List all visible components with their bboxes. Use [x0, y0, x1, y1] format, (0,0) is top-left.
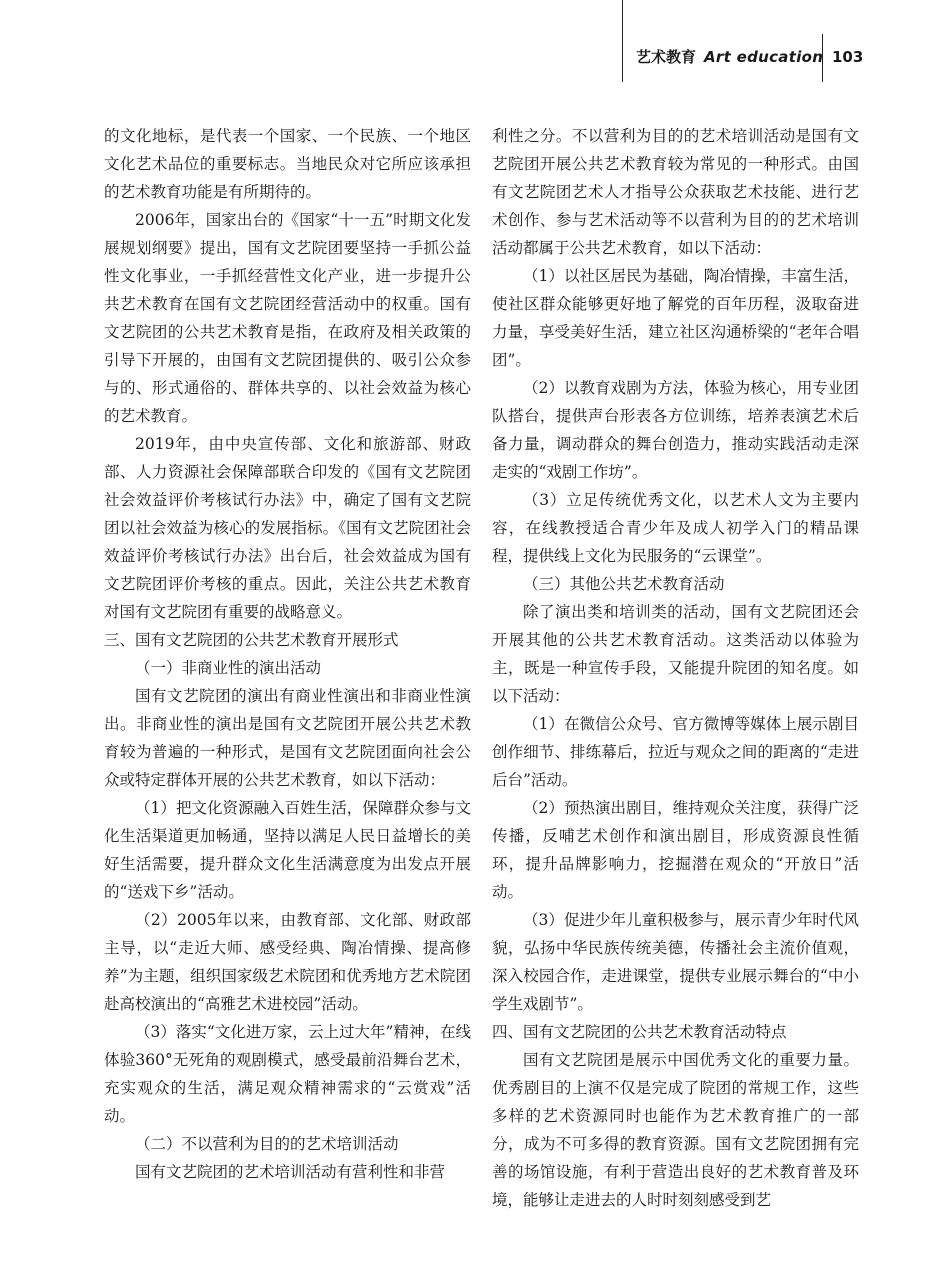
header-divider-left	[622, 0, 623, 82]
journal-title-cn: 艺术教育	[636, 48, 697, 66]
paragraph: （3）促进少年儿童积极参与，展示青少年时代风貌，弘扬中华民族传统美德，传播社会主流价值观，深入校园合作，走进课堂，提供专业展示舞台的“中小学生戏剧节”。	[492, 911, 859, 1013]
subsection-heading: （三）其他公共艺术教育活动	[523, 575, 725, 593]
paragraph-continued: 的文化地标，是代表一个国家、一个民族、一个地区文化艺术品位的重要标志。当地民众对它所应该承担的艺术教育功能是有所期待的。	[104, 127, 471, 201]
paragraph: （2）2005年以来，由教育部、文化部、财政部主导，以“走近大师、感受经典、陶冶情操、提高修养”为主题，组织国家级艺术院团和优秀地方艺术院团赴高校演出的“高雅艺术进校园”活动。	[104, 911, 471, 1013]
paragraph: 2006年，国家出台的《国家“十一五”时期文化发展规划纲要》提出，国有文艺院团要坚持一手抓公益性文化事业，一手抓经营性文化产业，进一步提升公共艺术教育在国有文艺院团经营活动中的权重。国有文艺院团的公共艺术教育是指，在政府及相关政策的引导下开展的，由国有文艺院团提供的、吸引公众参与的、形式通俗的、群体共享的、以社会效益为核心的艺术教育。	[104, 211, 471, 425]
journal-title-en: Art education	[704, 48, 824, 66]
paragraph: （1）在微信公众号、官方微博等媒体上展示剧目创作细节、排练幕后，拉近与观众之间的距离的“走进后台”活动。	[492, 715, 859, 789]
paragraph: 国有文艺院团是展示中国优秀文化的重要力量。优秀剧目的上演不仅是完成了院团的常规工作，这些多样的艺术资源同时也能作为艺术教育推广的一部分，成为不可多得的教育资源。国有文艺院团拥有完善的场馆设施，有利于营造出良好的艺术教育普及环境，能够让走进去的人时时刻刻感受到艺	[492, 1051, 859, 1209]
paragraph: （3）落实“文化进万家，云上过大年”精神，在线体验360°无死角的观剧模式，感受最前沿舞台艺术，充实观众的生活，满足观众精神需求的“云赏戏”活动。	[104, 1023, 471, 1125]
paragraph: （1）把文化资源融入百姓生活，保障群众参与文化生活渠道更加畅通，坚持以满足人民日益增长的美好生活需要，提升群众文化生活满意度为出发点开展的“送戏下乡”活动。	[104, 799, 471, 901]
paragraph: 国有文艺院团的艺术培训活动有营利性和非营	[135, 1163, 446, 1181]
paragraph: （2）以教育戏剧为方法，体验为核心，用专业团队搭台，提供声台形表各方位训练，培养表演艺术后备力量，调动群众的舞台创造力，推动实践活动走深走实的“戏剧工作坊”。	[492, 379, 859, 481]
paragraph: （1）以社区居民为基础，陶冶情操，丰富生活，使社区群众能够更好地了解党的百年历程，汲取奋进力量，享受美好生活，建立社区沟通桥梁的“老年合唱团”。	[492, 267, 859, 369]
page-number: 103	[832, 48, 864, 66]
paragraph-continued: 利性之分。不以营利为目的的艺术培训活动是国有文艺院团开展公共艺术教育较为常见的一种形式。由国有文艺院团艺术人才指导公众获取艺术技能、进行艺术创作、参与艺术活动等不以营利为目的的艺术培训活动都属于公共艺术教育，如以下活动：	[492, 127, 859, 257]
paragraph: （2）预热演出剧目，维持观众关注度，获得广泛传播，反哺艺术创作和演出剧目，形成资源良性循环，提升品牌影响力，挖掘潜在观众的“开放日”活动。	[492, 799, 859, 901]
left-column	[104, 122, 471, 1186]
section-heading: 三、国有文艺院团的公共艺术教育开展形式	[104, 631, 399, 649]
paragraph: （3）立足传统优秀文化，以艺术人文为主要内容，在线教授适合青少年及成人初学入门的精品课程，提供线上文化为民服务的“云课堂”。	[492, 491, 859, 565]
paragraph: 2019年，由中央宣传部、文化和旅游部、财政部、人力资源社会保障部联合印发的《国有文艺院团社会效益评价考核试行办法》中，确定了国有文艺院团以社会效益为核心的发展指标。《国有文艺院团社会效益评价考核试行办法》出台后，社会效益成为国有文艺院团评价考核的重点。因此，关注公共艺术教育对国有文艺院团有重要的战略意义。	[104, 435, 471, 621]
section-heading: 四、国有文艺院团的公共艺术教育活动特点	[492, 1023, 787, 1041]
subsection-heading: （二）不以营利为目的的艺术培训活动	[135, 1135, 399, 1153]
paragraph: 国有文艺院团的演出有商业性演出和非商业性演出。非商业性的演出是国有文艺院团开展公共艺术教育较为普遍的一种形式，是国有文艺院团面向社会公众或特定群体开展的公共艺术教育，如以下活动：	[104, 687, 471, 789]
subsection-heading: （一）非商业性的演出活动	[135, 659, 322, 677]
paragraph: 除了演出类和培训类的活动，国有文艺院团还会开展其他的公共艺术教育活动。这类活动以体验为主，既是一种宣传手段，又能提升院团的知名度。如以下活动：	[492, 603, 859, 705]
right-column	[492, 122, 859, 1214]
running-header	[636, 46, 823, 68]
